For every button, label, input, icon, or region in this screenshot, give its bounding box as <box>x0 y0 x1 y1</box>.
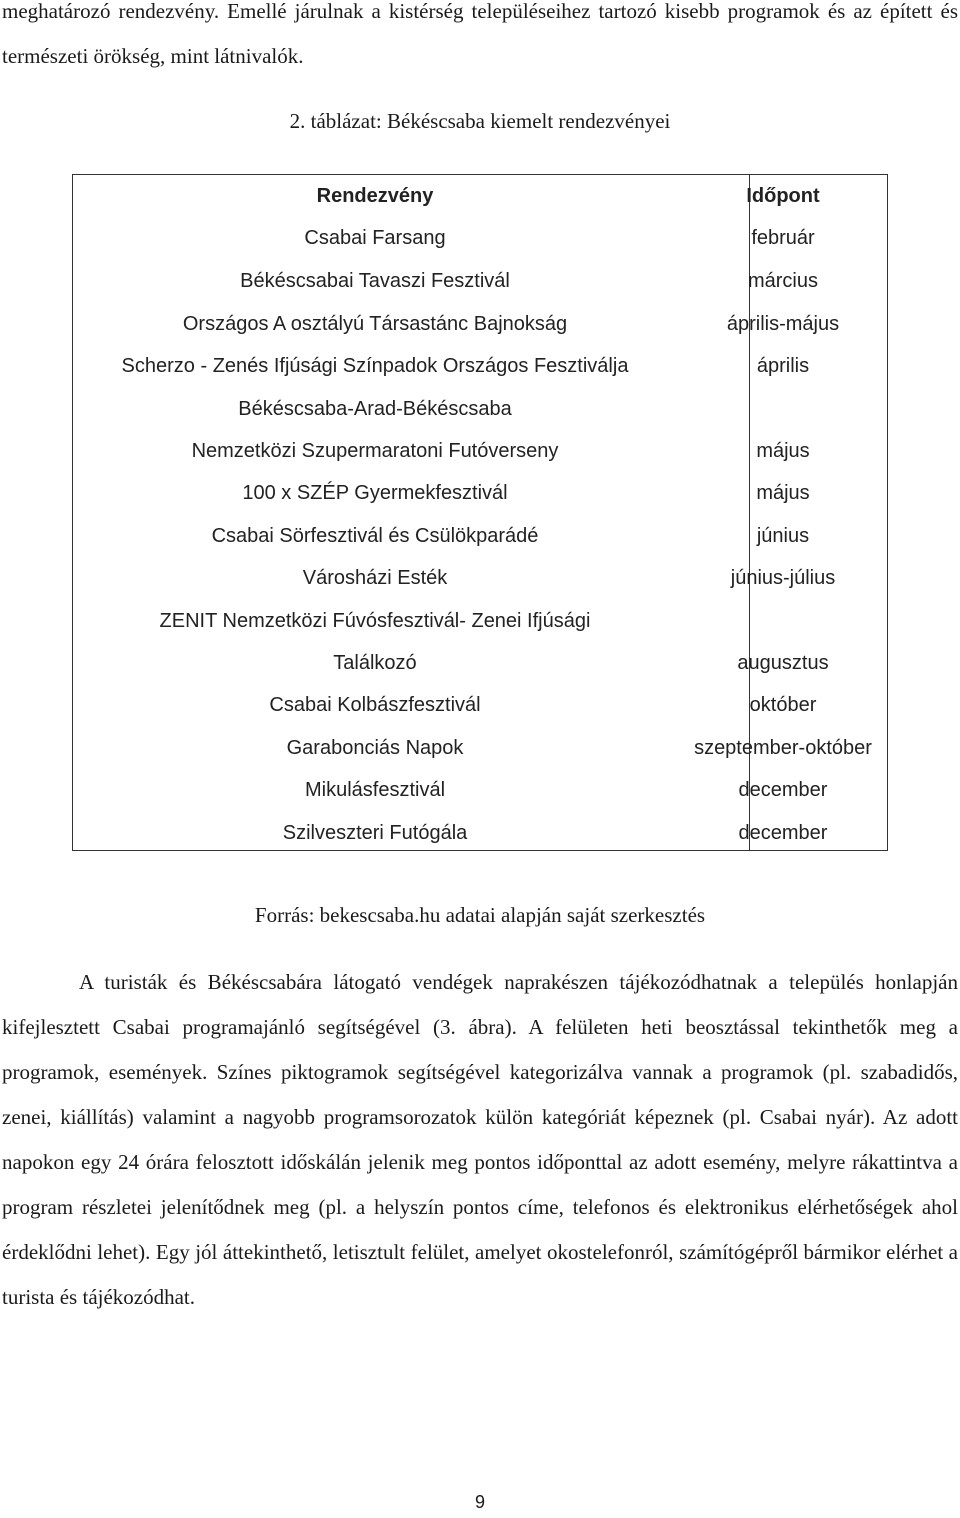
body-paragraph: A turisták és Békéscsabára látogató vendégek naprakészen tájékozódhatnak a település honlapján kifejlesztett Csabai programajánló segítségével (3. ábra). A felületen heti beosztással tekinthetők meg a programok, események. Színes piktogramok segítségével kategorizálva vannak a programok (pl. szabadidős, zenei, kiállítás) valamint a nagyobb programsorozatok külön kategóriát képeznek (pl. Csabai nyár). Az adott napokon egy 24 órára felosztott időskálán jelenik meg pontos időponttal az adott esemény, melyre rákattintva a program részletei jelenítődnek meg (pl. a helyszín pontos címe, telefonos és elektronikus elérhetőségek ahol érdeklődni lehet). Egy jól áttekinthető, letisztult felület, amelyet okostelefonról, számítógépről bármikor elérhet a turista és tájékozódhat. <box>2 970 958 1309</box>
table-row-time: május <box>756 440 810 462</box>
intro-paragraph: meghatározó rendezvény. Emellé járulnak a kistérség településeihez tartozó kisebb programok és az épített és természeti örökség, mint látnivalók. <box>2 0 958 68</box>
table-row-time: december <box>738 822 828 844</box>
events-table <box>72 174 888 851</box>
table-source: Forrás: bekescsaba.hu adatai alapján saját szerkesztés <box>254 903 706 927</box>
table-row-event: Békéscsabai Tavaszi Fesztivál <box>240 270 510 292</box>
table-row-event: Országos A osztályú Társastánc Bajnokság <box>182 313 568 335</box>
table-row-event: Nemzetközi Szupermaratoni Futóverseny <box>191 440 559 462</box>
table-row-event: Scherzo - Zenés Ifjúsági Színpadok Országos Fesztiválja <box>121 355 629 377</box>
table-row-time: április-május <box>726 313 840 335</box>
table-row-time: május <box>756 482 810 504</box>
header-time: Időpont <box>746 185 820 207</box>
table-row-time: március <box>747 270 818 292</box>
table-row-event: Csabai Sörfesztivál és Csülökparádé <box>211 525 539 547</box>
table-row-time: augusztus <box>737 652 829 674</box>
table-row-event: Városházi Esték <box>302 567 448 589</box>
table-row-event: Csabai Farsang <box>304 227 446 249</box>
table-row-time: december <box>738 779 828 801</box>
page-number: 9 <box>474 1492 485 1512</box>
table-caption: 2. táblázat: Békéscsaba kiemelt rendezvényei <box>289 109 671 133</box>
table-row-time: február <box>751 227 815 249</box>
header-event: Rendezvény <box>316 185 434 207</box>
table-row-event: 100 x SZÉP Gyermekfesztivál <box>242 482 508 504</box>
table-row-event: Szilveszteri Futógála <box>282 822 468 844</box>
table-row-event: ZENIT Nemzetközi Fúvósfesztivál- Zenei Ifjúsági <box>159 610 591 632</box>
table-row-event: Mikulásfesztivál <box>304 779 446 801</box>
table-row-time: június-július <box>730 567 836 589</box>
table-row-event: Garabonciás Napok <box>286 737 464 759</box>
table-row-event: Találkozó <box>333 652 417 674</box>
table-row-event: Békéscsaba-Arad-Békéscsaba <box>238 398 512 420</box>
table-row-time: október <box>749 694 817 716</box>
table-row-time: április <box>756 355 810 377</box>
table-row-time: szeptember-október <box>694 737 872 759</box>
table-row-event: Csabai Kolbászfesztivál <box>269 694 481 716</box>
table-row-time: június <box>756 525 810 547</box>
